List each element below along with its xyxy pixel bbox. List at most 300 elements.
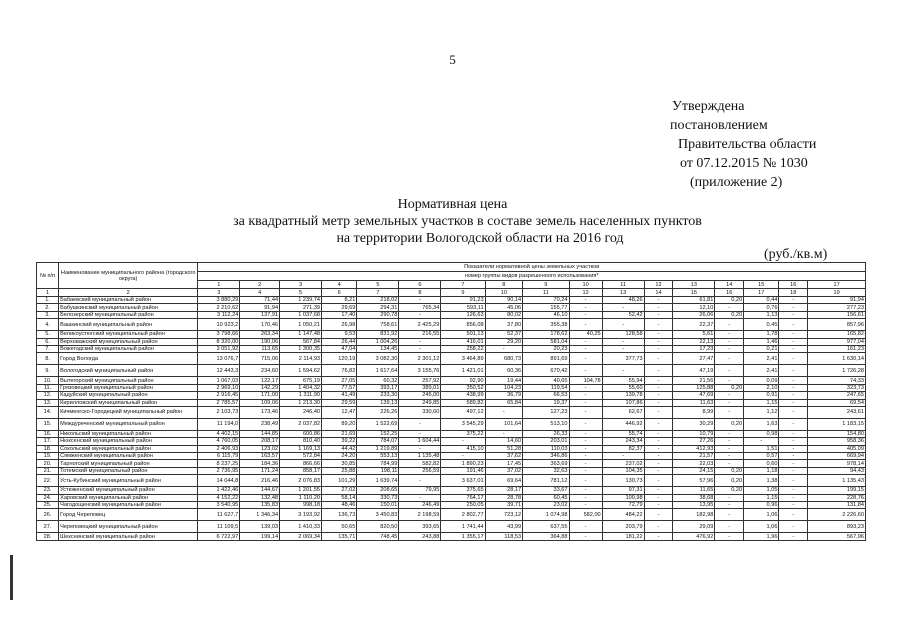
price-cell: 263,34 (240, 331, 280, 338)
price-cell: - (399, 475, 441, 487)
price-cell: - (569, 353, 602, 365)
price-cell: 1 410,33 (280, 521, 322, 533)
price-cell: 47,04 (322, 345, 357, 352)
price-cell: 389,01 (399, 384, 441, 391)
table-row (37, 392, 866, 399)
price-cell: 1 201,55 (280, 487, 322, 494)
price-cell: - (569, 392, 602, 399)
table-row (37, 311, 866, 318)
row-number: 20. (37, 460, 59, 467)
column-number-cell: 8 (399, 289, 441, 297)
price-cell: 50,65 (322, 521, 357, 533)
page-number: 5 (449, 52, 456, 67)
price-cell: 784,99 (357, 460, 399, 467)
price-cell: 893,23 (808, 521, 866, 533)
margin-mark (10, 555, 13, 600)
price-cell: - (644, 509, 673, 521)
price-cell: 208,65 (357, 487, 399, 494)
column-number-cell: 13 (602, 289, 644, 297)
price-cell: 39,22 (322, 438, 357, 445)
price-cell: 1 311,90 (280, 392, 322, 399)
price-cell: 11 109,5 (198, 521, 240, 533)
price-cell: 637,55 (523, 521, 569, 533)
title-line-3: на территории Вологодской области на 2016 год (336, 231, 624, 246)
price-cell: - (779, 365, 808, 377)
price-cell: 113,65 (240, 345, 280, 352)
district-name: Вологодский муниципальный район (59, 365, 198, 377)
price-cell: 60,45 (523, 494, 569, 501)
row-number: 24. (37, 494, 59, 501)
price-cell: - (644, 502, 673, 509)
row-number: 16. (37, 430, 59, 437)
price-cell: 171,00 (240, 392, 280, 399)
price-cell: 1,15 (744, 494, 779, 501)
group-number-cell: 2 (240, 281, 280, 289)
price-cell: 4 402,15 (198, 430, 240, 437)
price-cell: 40,65 (523, 377, 569, 384)
price-cell: 858,17 (280, 467, 322, 474)
price-cell: 810,40 (280, 438, 322, 445)
price-cell: 122,17 (240, 377, 280, 384)
price-cell: 142,29 (240, 384, 280, 391)
price-cell: 258,22 (441, 345, 485, 352)
price-cell: 2,41 (744, 353, 779, 365)
price-cell: 2 210,62 (198, 304, 240, 311)
row-number: 18. (37, 445, 59, 452)
price-cell: 243,61 (808, 406, 866, 418)
price-cell: 144,67 (240, 487, 280, 494)
price-cell: 4 760,05 (198, 438, 240, 445)
price-cell: - (644, 453, 673, 460)
table-body (37, 263, 866, 541)
price-cell: 77,57 (322, 384, 357, 391)
price-cell: 70,24 (523, 297, 569, 304)
price-cell: 203,79 (602, 521, 644, 533)
price-cell: 513,10 (523, 418, 569, 430)
price-cell: - (569, 487, 602, 494)
price-cell: 69,64 (485, 475, 523, 487)
district-name: Нюксенский муниципальный район (59, 438, 198, 445)
table-row (37, 338, 866, 345)
approval-line-5: (приложение 2) (690, 175, 783, 190)
price-cell: 364,88 (523, 533, 569, 540)
column-number-cell: 16 (715, 289, 744, 297)
price-cell: 2 406,93 (198, 445, 240, 452)
price-cell: 8 237,25 (198, 460, 240, 467)
price-cell: - (779, 304, 808, 311)
price-cell: 1 147,48 (280, 331, 322, 338)
table-row (37, 509, 866, 521)
price-cell: - (779, 319, 808, 331)
district-name: Бабушкинский муниципальный район (59, 304, 198, 311)
price-cell: 764,17 (441, 494, 485, 501)
price-cell: 136,73 (322, 509, 357, 521)
row-number: 8. (37, 353, 59, 365)
price-cell: 184,36 (240, 460, 280, 467)
row-number: 14. (37, 406, 59, 418)
price-cell: - (715, 331, 744, 338)
price-cell: - (644, 475, 673, 487)
price-cell: 228,76 (808, 494, 866, 501)
price-cell: - (602, 304, 644, 311)
price-cell: - (399, 345, 441, 352)
price-cell: 130,73 (602, 475, 644, 487)
price-cell: - (569, 494, 602, 501)
price-cell: - (569, 311, 602, 318)
price-cell: - (399, 338, 441, 345)
price-cell: 10 923,2 (198, 319, 240, 331)
price-cell: 38,68 (673, 494, 715, 501)
row-number: 11. (37, 384, 59, 391)
price-cell: 2 037,82 (280, 418, 322, 430)
price-cell: 22,13 (673, 338, 715, 345)
price-cell: 37,02 (485, 467, 523, 474)
price-cell: 1 617,64 (357, 365, 399, 377)
price-cell: 46,10 (523, 311, 569, 318)
group-number-cell: 7 (441, 281, 485, 289)
price-cell: 26,33 (523, 430, 569, 437)
price-cell: 2 916,45 (198, 392, 240, 399)
price-cell: 58,14 (322, 494, 357, 501)
price-cell: 247,65 (808, 392, 866, 399)
price-cell: 97,31 (602, 487, 644, 494)
price-cell: - (779, 353, 808, 365)
row-number: 26. (37, 509, 59, 521)
price-cell: - (644, 487, 673, 494)
price-cell: 1,12 (744, 406, 779, 418)
district-name: Кирилловский муниципальный район (59, 399, 198, 406)
price-cell: 27,05 (322, 377, 357, 384)
price-cell: 62,67 (602, 406, 644, 418)
table-row (37, 384, 866, 391)
price-cell: 765,34 (399, 304, 441, 311)
table-row (37, 418, 866, 430)
price-cell: 120,19 (322, 353, 357, 365)
price-cell: 199,14 (240, 533, 280, 540)
district-name: Город Вологда (59, 353, 198, 365)
price-cell: - (569, 430, 602, 437)
price-cell: 2 301,12 (399, 353, 441, 365)
price-cell: - (715, 533, 744, 540)
price-cell: 501,13 (441, 331, 485, 338)
price-cell: 25,88 (322, 467, 357, 474)
price-cell: 346,86 (523, 453, 569, 460)
price-cell: 27,02 (322, 487, 357, 494)
price-cell: 161,23 (808, 345, 866, 352)
district-name: Вожегодский муниципальный район (59, 345, 198, 352)
price-cell: 2 076,83 (280, 475, 322, 487)
district-name: Великоустюгский муниципальный район (59, 331, 198, 338)
price-cell: 1 169,13 (280, 445, 322, 452)
price-cell: - (715, 399, 744, 406)
price-cell: 11,65 (673, 487, 715, 494)
price-cell: 12,47 (322, 406, 357, 418)
price-cell: 1 421,01 (441, 365, 485, 377)
district-name: Междуреченский муниципальный район (59, 418, 198, 430)
price-cell: 243,88 (399, 533, 441, 540)
price-cell: 553,13 (357, 453, 399, 460)
price-cell: 669,94 (808, 453, 866, 460)
price-cell: 139,78 (602, 392, 644, 399)
price-cell: - (715, 460, 744, 467)
price-cell: 17,23 (673, 345, 715, 352)
price-cell: - (399, 297, 441, 304)
price-cell: 246,49 (399, 502, 441, 509)
price-cell: 8,21 (322, 297, 357, 304)
price-cell: 330,60 (399, 406, 441, 418)
price-cell: 2 802,77 (441, 509, 485, 521)
price-cell: 1 300,35 (280, 345, 322, 352)
price-cell: 1 135,43 (808, 475, 866, 487)
price-cell: 60,32 (357, 377, 399, 384)
price-cell: 91,23 (441, 297, 485, 304)
price-cell: 40,25 (569, 331, 602, 338)
price-cell: 132,48 (240, 494, 280, 501)
price-cell: 216,55 (399, 331, 441, 338)
price-cell: 26,44 (322, 338, 357, 345)
table-row (37, 502, 866, 509)
price-cell: 47,69 (673, 392, 715, 399)
price-cell: 958,36 (808, 438, 866, 445)
price-cell: 3 798,66 (198, 331, 240, 338)
column-number-cell: 18 (779, 289, 808, 297)
header-group: Показатели нормативной цены земельных участков (198, 263, 866, 272)
price-cell: 137,91 (240, 311, 280, 318)
price-cell: 3 464,89 (441, 353, 485, 365)
price-cell: - (779, 392, 808, 399)
price-cell: 144,85 (240, 430, 280, 437)
group-number-cell: 11 (602, 281, 644, 289)
approval-line-2: постановлением (670, 118, 768, 133)
column-number-cell: 7 (357, 289, 399, 297)
district-name: Кичменгско-Городецкий муниципальный район (59, 406, 198, 418)
district-name: Кадуйский муниципальный район (59, 392, 198, 399)
price-cell: 36,79 (485, 392, 523, 399)
price-cell: 66,53 (523, 392, 569, 399)
price-cell: 182,98 (673, 509, 715, 521)
price-cell: - (644, 399, 673, 406)
price-cell: - (644, 521, 673, 533)
column-number-cell: 6 (322, 289, 357, 297)
price-cell: 2 114,93 (280, 353, 322, 365)
price-cell: 323,73 (808, 384, 866, 391)
price-cell: 446,92 (602, 418, 644, 430)
price-cell: 1 050,21 (280, 319, 322, 331)
price-cell: - (715, 406, 744, 418)
price-cell: 74,33 (808, 377, 866, 384)
price-cell: 104,78 (569, 377, 602, 384)
header-sub: номер группы видов разрешенного использования* (198, 272, 866, 281)
price-cell: 17,45 (485, 460, 523, 467)
group-number-cell: 17 (808, 281, 866, 289)
price-cell: 119,54 (523, 384, 569, 391)
price-cell: 572,84 (280, 453, 322, 460)
price-cell: - (644, 384, 673, 391)
price-cell: 22,03 (673, 460, 715, 467)
price-cell: - (644, 533, 673, 540)
price-cell: 233,30 (357, 392, 399, 399)
price-cell: 567,96 (808, 533, 866, 540)
price-cell: - (602, 365, 644, 377)
price-cell: - (485, 345, 523, 352)
price-cell: - (602, 319, 644, 331)
price-cell: - (644, 438, 673, 445)
price-cell: 3 637,01 (441, 475, 485, 487)
price-cell: 226,26 (357, 406, 399, 418)
price-cell: - (485, 406, 523, 418)
district-name: Вашкинский муниципальный район (59, 319, 198, 331)
price-cell: 91,94 (240, 304, 280, 311)
price-cell: 39,71 (485, 502, 523, 509)
price-cell: 582,00 (569, 509, 602, 521)
price-cell: 23,02 (523, 502, 569, 509)
price-cell: 998,18 (280, 502, 322, 509)
price-cell: 94,43 (808, 467, 866, 474)
price-cell: 107,86 (602, 399, 644, 406)
price-cell: 48,46 (322, 502, 357, 509)
price-cell: - (569, 365, 602, 377)
price-cell: 55,74 (602, 430, 644, 437)
price-cell: 1,96 (744, 533, 779, 540)
price-cell: - (715, 392, 744, 399)
price-cell: 589,82 (441, 399, 485, 406)
price-cell: 13 076,7 (198, 353, 240, 365)
price-cell: 26,98 (322, 319, 357, 331)
price-cell: 2 785,57 (198, 399, 240, 406)
table-row (37, 453, 866, 460)
price-cell: 0,20 (715, 487, 744, 494)
table-row (37, 406, 866, 418)
price-cell: 135,83 (240, 502, 280, 509)
table-row (37, 319, 866, 331)
price-cell: - (644, 418, 673, 430)
price-cell: 21,56 (673, 377, 715, 384)
price-cell: - (715, 304, 744, 311)
price-cell: 24,15 (673, 467, 715, 474)
price-cell: 109,06 (240, 399, 280, 406)
row-number: 21. (37, 467, 59, 474)
price-cell: 57,96 (673, 475, 715, 487)
price-cell: - (569, 319, 602, 331)
price-cell: 11 194,0 (198, 418, 240, 430)
price-cell: 781,12 (523, 475, 569, 487)
price-cell: 1,63 (744, 418, 779, 430)
price-cell: 3 112,24 (198, 311, 240, 318)
price-cell: 43,99 (485, 521, 523, 533)
district-name: Сокольский муниципальный район (59, 445, 198, 452)
row-number: 13. (37, 399, 59, 406)
price-cell: 2 198,59 (399, 509, 441, 521)
price-cell: 20,23 (523, 345, 569, 352)
price-cell: 1 213,30 (280, 399, 322, 406)
price-cell: 28,17 (485, 487, 523, 494)
district-name: Вытегорский муниципальный район (59, 377, 198, 384)
price-cell: - (715, 430, 744, 437)
price-cell: 104,23 (485, 384, 523, 391)
price-cell: 2 226,60 (808, 509, 866, 521)
price-cell: - (569, 445, 602, 452)
price-cell: 0,20 (715, 311, 744, 318)
column-number-cell: 15 (673, 289, 715, 297)
price-cell: 30,85 (322, 460, 357, 467)
table-row (37, 460, 866, 467)
price-cell: 680,73 (485, 353, 523, 365)
price-cell: 715,06 (240, 353, 280, 365)
price-cell: 0,76 (744, 304, 779, 311)
price-cell: - (569, 521, 602, 533)
header-num: № п/п (37, 263, 59, 289)
price-cell: - (441, 438, 485, 445)
price-cell: 29,69 (322, 304, 357, 311)
district-name: Белозерский муниципальный район (59, 311, 198, 318)
price-cell: 405,09 (808, 445, 866, 452)
price-cell: 1,78 (744, 331, 779, 338)
column-number-cell: 17 (744, 289, 779, 297)
price-cell: 126,63 (441, 311, 485, 318)
table-row (37, 399, 866, 406)
table-row (37, 438, 866, 445)
price-cell: - (715, 509, 744, 521)
price-cell: 723,12 (485, 509, 523, 521)
price-cell: - (644, 311, 673, 318)
table-row (37, 304, 866, 311)
price-cell: - (569, 304, 602, 311)
price-cell: 294,31 (357, 304, 399, 311)
row-number: 9. (37, 365, 59, 377)
price-cell: - (441, 453, 485, 460)
row-number: 2. (37, 304, 59, 311)
price-cell: - (779, 445, 808, 452)
price-cell: - (569, 297, 602, 304)
price-cell: 10,79 (673, 430, 715, 437)
price-cell: - (602, 453, 644, 460)
price-cell: 27,47 (673, 353, 715, 365)
row-number: 17. (37, 438, 59, 445)
price-table (36, 262, 866, 541)
price-cell: 1 726,28 (808, 365, 866, 377)
price-cell: 19,37 (523, 399, 569, 406)
price-cell: - (779, 487, 808, 494)
price-cell: 90,14 (485, 297, 523, 304)
price-cell: 0,98 (744, 430, 779, 437)
row-number: 12. (37, 392, 59, 399)
price-cell: 48,26 (602, 297, 644, 304)
price-cell: - (779, 418, 808, 430)
price-cell: - (779, 494, 808, 501)
column-number-cell: 1 (37, 289, 59, 297)
price-cell: 1,06 (744, 521, 779, 533)
title-line-2: за квадратный метр земельных участков в составе земель населенных пунктов (233, 214, 702, 229)
price-cell: - (569, 406, 602, 418)
district-name: Никольский муниципальный район (59, 430, 198, 437)
price-cell: 748,45 (357, 533, 399, 540)
price-cell: 1 604,44 (399, 438, 441, 445)
price-cell: 1 404,32 (280, 384, 322, 391)
district-name: Чагодощенский муниципальный район (59, 502, 198, 509)
price-cell: 9,53 (322, 331, 357, 338)
price-cell: 139,03 (240, 521, 280, 533)
price-cell: - (644, 319, 673, 331)
price-cell: 55,60 (602, 384, 644, 391)
price-cell: - (779, 453, 808, 460)
column-number-row (37, 289, 866, 297)
group-number-cell: 8 (485, 281, 523, 289)
price-cell: 123,02 (240, 445, 280, 452)
price-cell: - (644, 331, 673, 338)
price-cell: 92,90 (441, 377, 485, 384)
price-cell: 3 880,29 (198, 297, 240, 304)
price-cell: 163,57 (240, 453, 280, 460)
